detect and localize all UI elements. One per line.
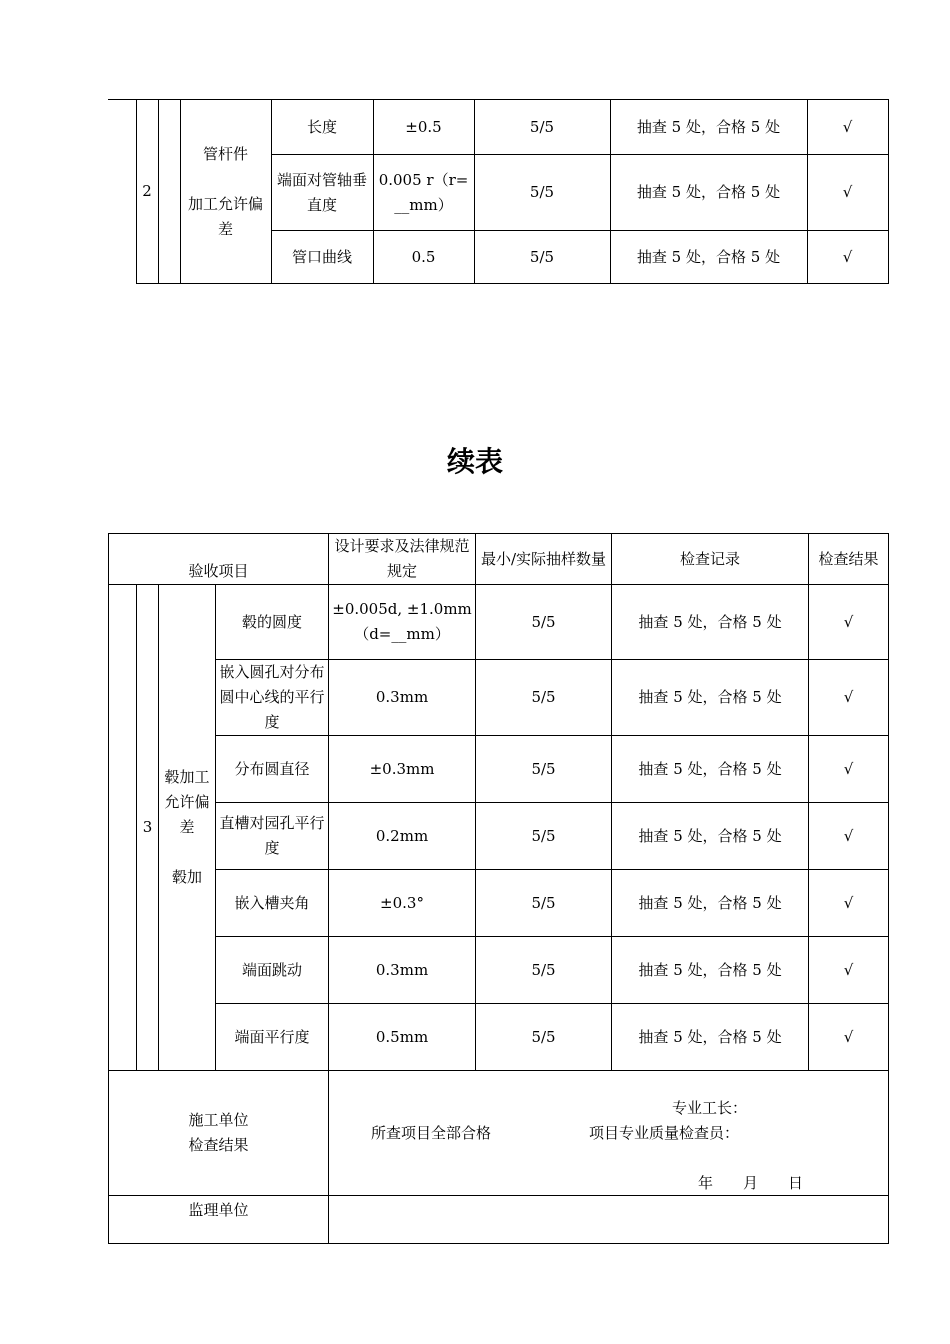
blank-cell — [109, 585, 137, 1071]
category-cell — [180, 100, 271, 284]
contractor-label: 检查结果 — [188, 1136, 249, 1154]
count-cell: 5/5 — [474, 155, 610, 231]
item-number: 3 — [137, 585, 159, 1071]
item-cell: 端面平行度 — [216, 1004, 329, 1071]
table-row — [109, 660, 889, 736]
blank-cell — [158, 100, 180, 284]
spec-cell: 0.005 r（r=__mm） — [373, 155, 474, 231]
outer-margin-cell — [108, 100, 136, 284]
result-cell: √ — [807, 100, 888, 155]
record-cell: 抽查 5 处，合格 5 处 — [612, 585, 809, 660]
item-cell: 分布圆直径 — [216, 736, 329, 803]
result-cell: √ — [807, 155, 888, 231]
item-cell: 长度 — [271, 100, 373, 155]
count-cell: 5/5 — [476, 736, 612, 803]
table-row — [109, 937, 889, 1004]
inspection-table-part2 — [108, 533, 889, 1244]
contractor-label-cell — [109, 1071, 329, 1196]
header-record: 检查记录 — [612, 534, 809, 585]
item-number: 2 — [136, 100, 158, 284]
count-cell: 5/5 — [476, 660, 612, 736]
spec-cell: 0.5 — [373, 231, 474, 284]
page-title: 续表 — [446, 445, 503, 478]
spec-cell: ±0.3mm — [329, 736, 476, 803]
result-cell: √ — [809, 736, 889, 803]
count-cell: 5/5 — [476, 1004, 612, 1071]
category-line: 毂加 — [171, 868, 202, 886]
record-cell: 抽查 5 处，合格 5 处 — [612, 736, 809, 803]
spec-cell: 0.3mm — [329, 937, 476, 1004]
result-cell: √ — [809, 803, 889, 870]
signature-row — [109, 1196, 889, 1244]
count-cell: 5/5 — [476, 803, 612, 870]
count-cell: 5/5 — [476, 937, 612, 1004]
table-row — [109, 870, 889, 937]
spec-cell: 0.5mm — [329, 1004, 476, 1071]
table-row — [109, 803, 889, 870]
result-cell: √ — [809, 937, 889, 1004]
spec-cell: ±0.005d, ±1.0mm（d=__mm） — [329, 585, 476, 660]
item-cell: 嵌入槽夹角 — [216, 870, 329, 937]
record-cell: 抽查 5 处，合格 5 处 — [610, 231, 807, 284]
signature-row — [109, 1071, 889, 1196]
contractor-sign-cell — [329, 1071, 889, 1196]
item-cell: 端面对管轴垂直度 — [271, 155, 373, 231]
table-row — [109, 585, 889, 660]
header-result: 检查结果 — [809, 534, 889, 585]
result-cell: √ — [809, 585, 889, 660]
header-item: 验收项目 — [109, 534, 329, 585]
record-cell: 抽查 5 处，合格 5 处 — [610, 155, 807, 231]
spec-cell: 0.2mm — [329, 803, 476, 870]
count-cell: 5/5 — [476, 585, 612, 660]
item-cell: 毂的圆度 — [216, 585, 329, 660]
result-cell: √ — [807, 231, 888, 284]
header-count: 最小/实际抽样数量 — [476, 534, 612, 585]
table-row — [109, 736, 889, 803]
table-row — [109, 1004, 889, 1071]
item-cell: 管口曲线 — [271, 231, 373, 284]
table-row — [108, 100, 888, 155]
spec-cell: ±0.3° — [329, 870, 476, 937]
item-cell: 嵌入圆孔对分布圆中心线的平行度 — [216, 660, 329, 736]
count-cell: 5/5 — [474, 100, 610, 155]
spec-cell: 0.3mm — [329, 660, 476, 736]
category-line: 毂加工允许偏差 — [164, 768, 210, 836]
category-line: 管杆件 — [202, 144, 248, 163]
count-cell: 5/5 — [476, 870, 612, 937]
item-cell: 端面跳动 — [216, 937, 329, 1004]
header-row — [109, 534, 889, 585]
spec-cell: ±0.5 — [373, 100, 474, 155]
item-cell: 直槽对园孔平行度 — [216, 803, 329, 870]
conclusion-text: 所查项目全部合格 — [371, 1124, 492, 1142]
foreman-label: 专业工长： — [672, 1099, 748, 1117]
record-cell: 抽查 5 处，合格 5 处 — [612, 803, 809, 870]
date-label: 年 月 日 — [698, 1174, 804, 1192]
inspection-table-part1 — [108, 99, 889, 284]
supervisor-sign-cell — [329, 1196, 889, 1244]
contractor-label: 施工单位 — [188, 1111, 249, 1129]
record-cell: 抽查 5 处，合格 5 处 — [610, 100, 807, 155]
record-cell: 抽查 5 处，合格 5 处 — [612, 660, 809, 736]
record-cell: 抽查 5 处，合格 5 处 — [612, 937, 809, 1004]
record-cell: 抽查 5 处，合格 5 处 — [612, 1004, 809, 1071]
category-line: 加工允许偏差 — [187, 194, 263, 238]
inspector-label: 项目专业质量检查员： — [589, 1124, 740, 1142]
count-cell: 5/5 — [474, 231, 610, 284]
header-spec: 设计要求及法律规范规定 — [329, 534, 476, 585]
result-cell: √ — [809, 870, 889, 937]
result-cell: √ — [809, 660, 889, 736]
category-cell — [159, 585, 216, 1071]
supervisor-label: 监理单位 — [109, 1196, 329, 1244]
result-cell: √ — [809, 1004, 889, 1071]
record-cell: 抽查 5 处，合格 5 处 — [612, 870, 809, 937]
